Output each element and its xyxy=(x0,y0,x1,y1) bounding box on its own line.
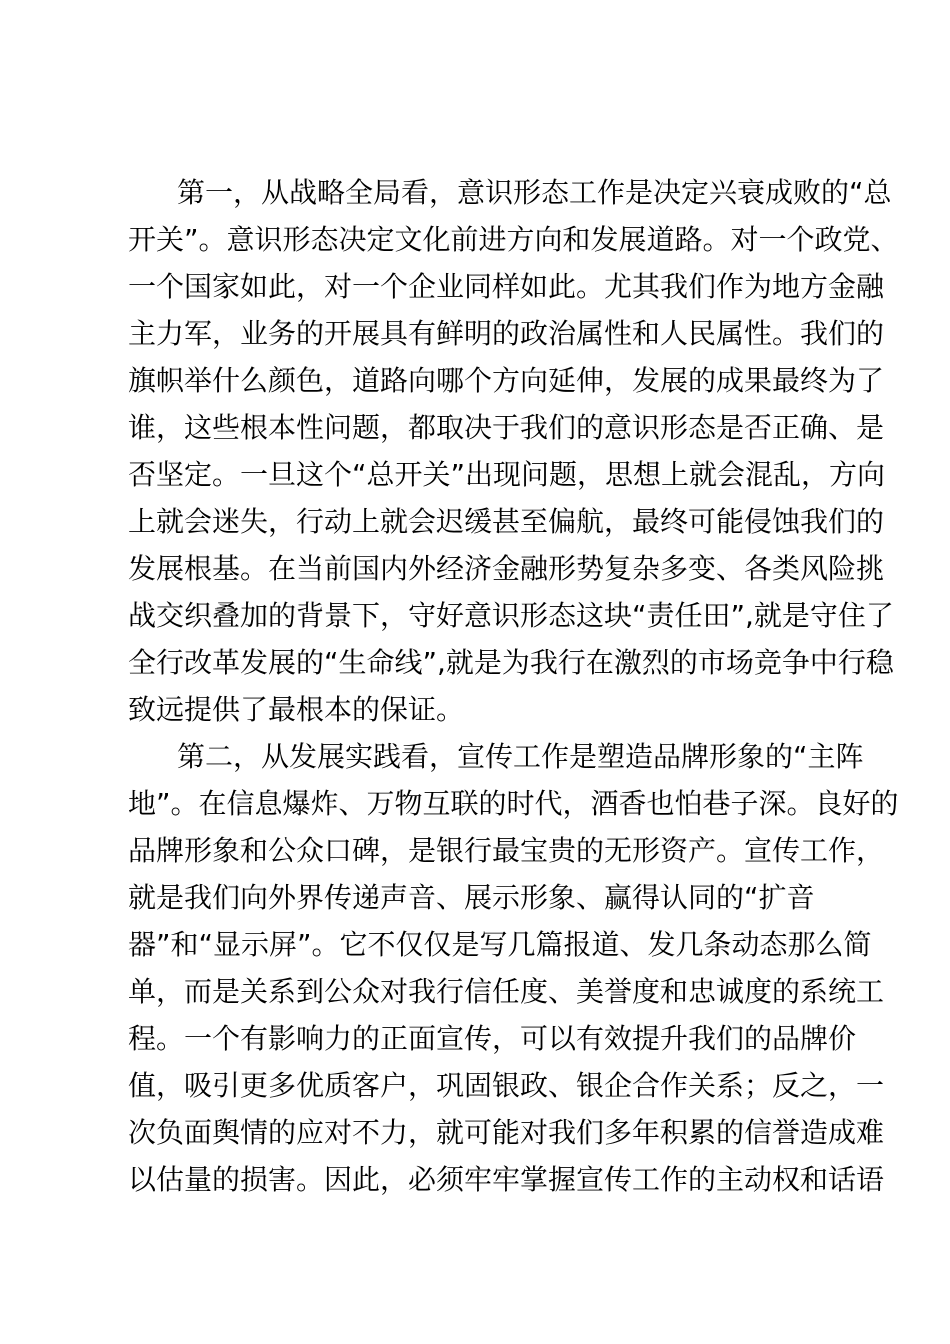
paragraph-line: 开关”。意识形态决定文化前进方向和发展道路。对一个政党、 xyxy=(128,223,899,256)
paragraph-line: 器”和“显示屏”。它不仅仅是写几篇报道、发几条动态那么简 xyxy=(128,928,872,961)
paragraph-line: 单，而是关系到公众对我行信任度、美誉度和忠诚度的系统工 xyxy=(128,975,885,1008)
paragraph-line: 旗帜举什么颜色，道路向哪个方向延伸，发展的成果最终为了 xyxy=(128,364,885,397)
paragraph-line: 致远提供了最根本的保证。 xyxy=(128,693,465,726)
paragraph-line: 品牌形象和公众口碑，是银行最宝贵的无形资产。宣传工作， xyxy=(128,834,885,867)
paragraph-line: 谁，这些根本性问题，都取决于我们的意识形态是否正确、是 xyxy=(128,411,885,444)
paragraph-line: 上就会迷失，行动上就会迟缓甚至偏航，最终可能侵蚀我们的 xyxy=(128,505,885,538)
paragraph-line: 就是我们向外界传递声音、展示形象、赢得认同的“扩音 xyxy=(128,881,815,914)
paragraph-line: 以估量的损害。因此，必须牢牢掌握宣传工作的主动权和话语 xyxy=(128,1163,885,1196)
paragraph-line: 主力军，业务的开展具有鲜明的政治属性和人民属性。我们的 xyxy=(128,317,885,350)
paragraph-line: 战交织叠加的背景下，守好意识形态这块“责任田”,就是守住了 xyxy=(128,599,894,632)
paragraph-line: 次负面舆情的应对不力，就可能对我们多年积累的信誉造成难 xyxy=(128,1116,885,1149)
paragraph-line: 一个国家如此，对一个企业同样如此。尤其我们作为地方金融 xyxy=(128,270,885,303)
paragraph-line: 第二，从发展实践看，宣传工作是塑造品牌形象的“主阵 xyxy=(177,740,864,773)
paragraph-line: 全行改革发展的“生命线”,就是为我行在激烈的市场竞争中行稳 xyxy=(128,646,894,679)
paragraph-line: 程。一个有影响力的正面宣传，可以有效提升我们的品牌价 xyxy=(128,1022,857,1055)
paragraph-line: 发展根基。在当前国内外经济金融形势复杂多变、各类风险挑 xyxy=(128,552,885,585)
paragraph-line: 地”。在信息爆炸、万物互联的时代，酒香也怕巷子深。良好的 xyxy=(128,787,899,820)
paragraph-line: 否坚定。一旦这个“总开关”出现问题，思想上就会混乱，方向 xyxy=(128,458,886,491)
paragraph-line: 值，吸引更多优质客户，巩固银政、银企合作关系；反之，一 xyxy=(128,1069,885,1102)
paragraph-line: 第一，从战略全局看，意识形态工作是决定兴衰成败的“总 xyxy=(177,176,892,209)
